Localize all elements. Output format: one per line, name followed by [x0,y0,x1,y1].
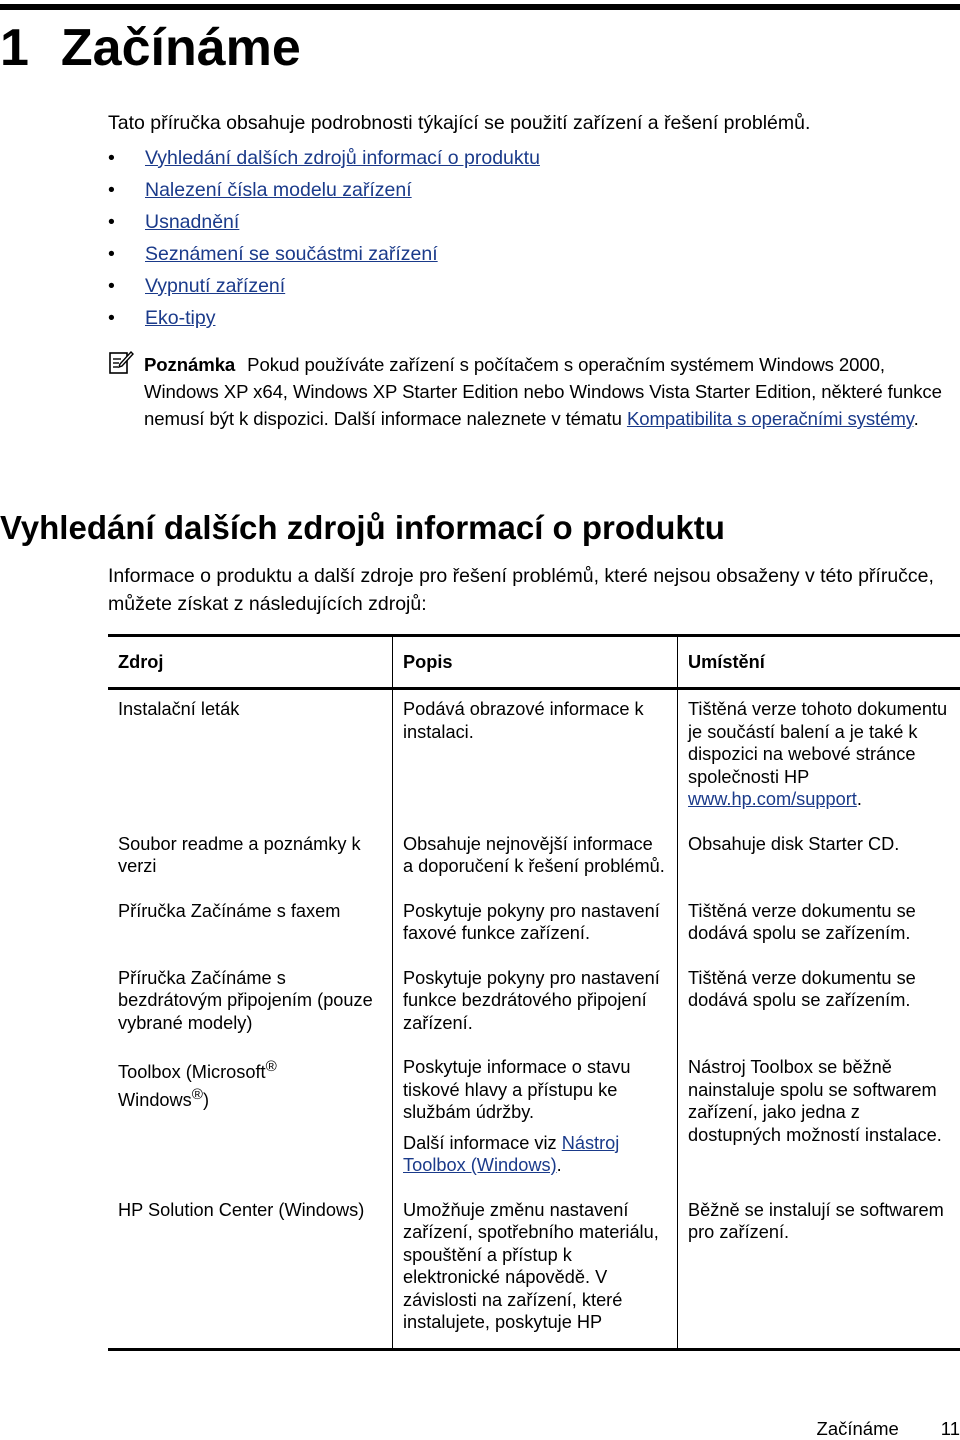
table-row [108,689,960,825]
cell-umisteni [678,689,960,825]
registered-mark: ® [191,1085,203,1103]
cell-popis: Podává obrazové informace k instalaci. [393,689,678,825]
compatibility-link[interactable]: Kompatibilita s operačními systémy [626,408,914,429]
footer-chapter: Začínáme [816,1418,899,1439]
bullet: • [108,243,115,265]
topic-link-accessibility[interactable]: Usnadnění [145,211,240,233]
page-number: 11 [940,1418,960,1439]
cell-popis: Obsahuje nejnovější informace a doporučení k řešení problémů. [393,825,678,892]
header-umisteni: Umístění [678,636,960,689]
cell-umisteni: Tištěná verze dokumentu se dodává spolu se zařízením. [678,892,960,959]
chapter-title-text: Začínáme [60,19,301,77]
list-item [108,270,540,302]
header-popis: Popis [393,636,678,689]
cell-popis [393,1048,678,1191]
table-header-row [108,636,960,689]
note-pencil-icon [108,350,134,376]
list-item [108,238,540,270]
page-footer [817,1418,960,1440]
topic-link-model-number[interactable]: Nalezení čísla modelu zařízení [145,179,412,201]
bullet: • [108,179,115,201]
cell-zdroj: Soubor readme a poznámky k verzi [118,833,361,876]
note-text: Pokud používáte zařízení s počítačem s operačním systémem Windows 2000, Windows XP x64, Windows XP Starter Edition nebo Windows Vista Starter Edition, některé funkce nemusí být k dispozici. Další informace naleznete v tématu [144,354,942,429]
header-zdroj: Zdroj [108,636,393,689]
chapter-title [0,18,301,78]
cell-umisteni: Tištěná verze dokumentu se dodává spolu se zařízením. [678,959,960,1049]
list-item [108,142,540,174]
topic-link-additional-resources[interactable]: Vyhledání dalších zdrojů informací o produktu [145,147,540,169]
list-item [108,302,540,334]
cell-zdroj: Instalační leták [118,699,240,719]
topic-list [108,142,540,334]
cell-umisteni: Běžně se instalují se softwarem pro zařízení. [678,1191,960,1350]
cell-text: ) [202,1089,210,1110]
hp-support-link[interactable]: www.hp.com/support [688,789,857,809]
table-row [108,892,960,959]
toolbox-link[interactable]: Nástroj Toolbox (Windows) [403,1132,620,1175]
topic-link-eco-tips[interactable]: Eko-tipy [145,307,216,329]
bullet: • [108,147,115,169]
cell-text: Toolbox (Microsoft [118,1062,266,1083]
note-end: . [913,408,919,429]
table-row [108,825,960,892]
intro-paragraph: Tato příručka obsahuje podrobnosti týkající se použití zařízení a řešení problémů. [108,112,811,134]
table-row [108,1191,960,1350]
bullet: • [108,307,115,329]
cell-umisteni: Obsahuje disk Starter CD. [678,825,960,892]
resources-table [108,634,960,1351]
section-title: Vyhledání dalších zdrojů informací o produktu [0,509,725,546]
note-paragraph [144,351,960,432]
cell-popis: Poskytuje pokyny pro nastavení faxové funkce zařízení. [393,892,678,959]
cell-text [403,1132,667,1177]
cell-zdroj: Příručka Začínáme s bezdrátovým připojením (pouze vybrané modely) [118,967,373,1033]
topic-link-turn-off[interactable]: Vypnutí zařízení [145,275,286,297]
cell-popis: Umožňuje změnu nastavení zařízení, spotřebního materiálu, spouštění a přístup k elektronické nápovědě. V závislosti na zařízení, které instalujete, poskytuje HP [393,1191,678,1350]
cell-zdroj [108,1048,393,1191]
cell-umisteni: Nástroj Toolbox se běžně nainstaluje spolu se softwarem zařízení, jako jedna z dostupných možností instalace. [678,1048,960,1191]
section-intro: Informace o produktu a další zdroje pro řešení problémů, které nejsou obsaženy v této příručce, můžete získat z následujících zdrojů: [108,565,934,615]
bullet: • [108,211,115,233]
cell-text: Poskytuje informace o stavu tiskové hlavy a přístupu ke službám údržby. [403,1057,631,1122]
registered-mark: ® [265,1058,277,1075]
cell-text: Windows [118,1089,192,1110]
chapter-number: 1 [0,19,29,77]
note-label: Poznámka [144,354,236,375]
cell-zdroj: Příručka Začínáme s faxem [118,900,341,921]
list-item [108,206,540,238]
cell-popis: Poskytuje pokyny pro nastavení funkce bezdrátového připojení zařízení. [393,959,678,1049]
top-rule [0,4,960,10]
bullet: • [108,275,115,297]
cell-end: . [856,789,862,809]
cell-text: Další informace viz [403,1132,557,1153]
cell-text: Tištěná verze tohoto dokumentu je součástí balení a je také k dispozici na webové stránce společnosti HP [688,699,948,787]
table-row [108,959,960,1049]
list-item [108,174,540,206]
table-row [108,1048,960,1191]
cell-end: . [556,1155,562,1175]
cell-zdroj: HP Solution Center (Windows) [108,1191,393,1350]
topic-link-device-parts[interactable]: Seznámení se součástmi zařízení [145,243,438,265]
